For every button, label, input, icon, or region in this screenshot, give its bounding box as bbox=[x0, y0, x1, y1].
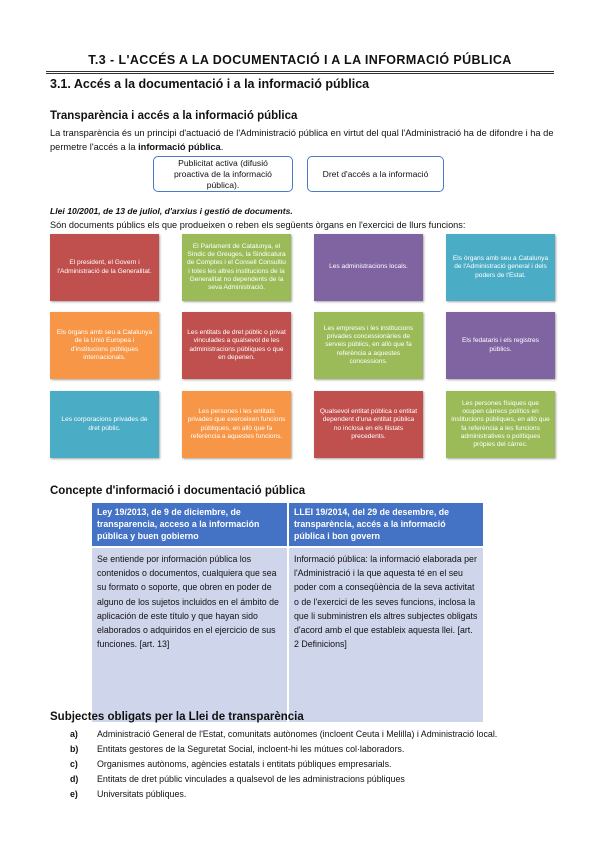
section-heading-main: 3.1. Accés a la documentació i a la informació pública bbox=[50, 77, 370, 91]
list-item bbox=[70, 742, 560, 757]
organ-card: Qualsevol entitat pública o entitat dependent d'una entitat pública no inclosa en els llistats precedents. bbox=[314, 391, 423, 458]
title-rule-bottom bbox=[46, 73, 554, 74]
list-marker: d) bbox=[70, 774, 79, 784]
list-marker: c) bbox=[70, 759, 78, 769]
organ-card: Les corporacions privades de dret públic. bbox=[50, 391, 159, 458]
intro-end: . bbox=[220, 142, 224, 152]
list-item bbox=[70, 757, 560, 772]
cell-catalan-definition: Informació pública: la informació elaborada per l'Administració i la que aquesta té en el seu poder com a conseqüència de la seva activitat o de l'exercici de les seves funcions, inclosa la que li subministren els altres subjectes obligats d'acord amb el que estableix aquesta llei. [art. 2 Definicions] bbox=[288, 547, 483, 722]
documents-intro: Són documents públics els que produeixen o reben els següents òrgans en l'exercici de llurs funcions: bbox=[50, 220, 466, 230]
table-header-row bbox=[92, 503, 483, 547]
organ-card: El president, el Govern i l'Administració de la Generalitat. bbox=[50, 234, 159, 301]
organ-card: Les empreses i les institucions privades concessionàries de serveis públics, en allò que fa referència a aquestes concessions. bbox=[314, 312, 423, 379]
organ-card: Els òrgans amb seu a Catalunya de la Unió Europea i d'institucions públiques internacionals. bbox=[50, 312, 159, 379]
law-reference: Llei 10/2001, de 13 de juliol, d'arxius i gestió de documents. bbox=[50, 206, 293, 216]
subjects-heading: Subjectes obligats per la Llei de transparència bbox=[50, 711, 304, 723]
list-item-text: Entitats de dret públic vinculades a qualsevol de les administracions públiques bbox=[97, 774, 405, 784]
transparency-intro bbox=[50, 126, 555, 154]
access-right-box: Dret d'accés a la informació bbox=[307, 156, 444, 192]
organs-grid bbox=[50, 234, 555, 458]
concept-heading: Concepte d'informació i documentació pública bbox=[50, 485, 306, 497]
list-item bbox=[70, 787, 560, 802]
title-rule-top bbox=[46, 71, 554, 72]
organ-card: El Parlament de Catalunya, el Síndic de Greuges, la Sindicatura de Comptes i el Consell Consultiu i totes les altres institucions de la Generalitat no dependents de la seva Administració. bbox=[182, 234, 291, 301]
list-item bbox=[70, 727, 560, 742]
active-publicity-box: Publicitat activa (difusió proactiva de la informació pública). bbox=[153, 156, 293, 192]
list-marker: a) bbox=[70, 729, 78, 739]
transparency-heading: Transparència i accés a la informació pública bbox=[50, 110, 298, 122]
organ-card: Els òrgans amb seu a Catalunya de l'Administració general i dels poders de l'Estat. bbox=[446, 234, 555, 301]
organ-card: Els fedataris i els registres públics. bbox=[446, 312, 555, 379]
intro-text: La transparència és un principi d'actuació de l'Administració pública en virtut del qual l'Administració ha de difondre i ha de permetre l'accés a la bbox=[50, 128, 554, 152]
organ-card: Les administracions locals. bbox=[314, 234, 423, 301]
list-item-text: Organismes autònoms, agències estatals i entitats públiques empresarials. bbox=[97, 759, 392, 769]
organ-card: Les persones i les entitats privades que exerceixen funcions públiques, en allò que fa referència a aquestes funcions. bbox=[182, 391, 291, 458]
subjects-list bbox=[70, 727, 560, 802]
page-title: T.3 - L'ACCÉS A LA DOCUMENTACIÓ I A LA INFORMACIÓ PÚBLICA bbox=[88, 53, 512, 67]
list-item bbox=[70, 772, 560, 787]
cell-state-definition: Se entiende por información pública los contenidos o documentos, cualquiera que sea su formato o soporte, que obren en poder de alguno de los sujetos incluidos en el ámbito de aplicación de este título y que hayan sido elaborados o adquiridos en el ejercicio de sus funciones. [art. 13] bbox=[92, 547, 288, 722]
table-row bbox=[92, 547, 483, 722]
list-item-text: Universitats públiques. bbox=[97, 789, 187, 799]
list-item-text: Administració General de l'Estat, comunitats autònomes (incloent Ceuta i Melilla) i Administració local. bbox=[97, 729, 498, 739]
list-item-text: Entitats gestores de la Seguretat Social, incloent-hi les mútues col·laboradors. bbox=[97, 744, 405, 754]
list-marker: b) bbox=[70, 744, 79, 754]
organ-card: Les persones físiques que ocupen càrrecs polítics en institucions públiques, en allò que fa referència a les funcions administratives o polítiques pròpies del càrrec. bbox=[446, 391, 555, 458]
intro-bold: informació pública bbox=[138, 142, 221, 152]
organ-card: Les entitats de dret públic o privat vinculades a qualsevol de les administracions públiques o que en depenen. bbox=[182, 312, 291, 379]
col-header-state-law: Ley 19/2013, de 9 de diciembre, de transparencia, acceso a la información pública y buen gobierno bbox=[92, 503, 288, 547]
list-marker: e) bbox=[70, 789, 78, 799]
comparison-table bbox=[92, 503, 483, 722]
col-header-catalan-law: LLEI 19/2014, del 29 de desembre, de transparència, accés a la informació pública i bon govern bbox=[288, 503, 483, 547]
